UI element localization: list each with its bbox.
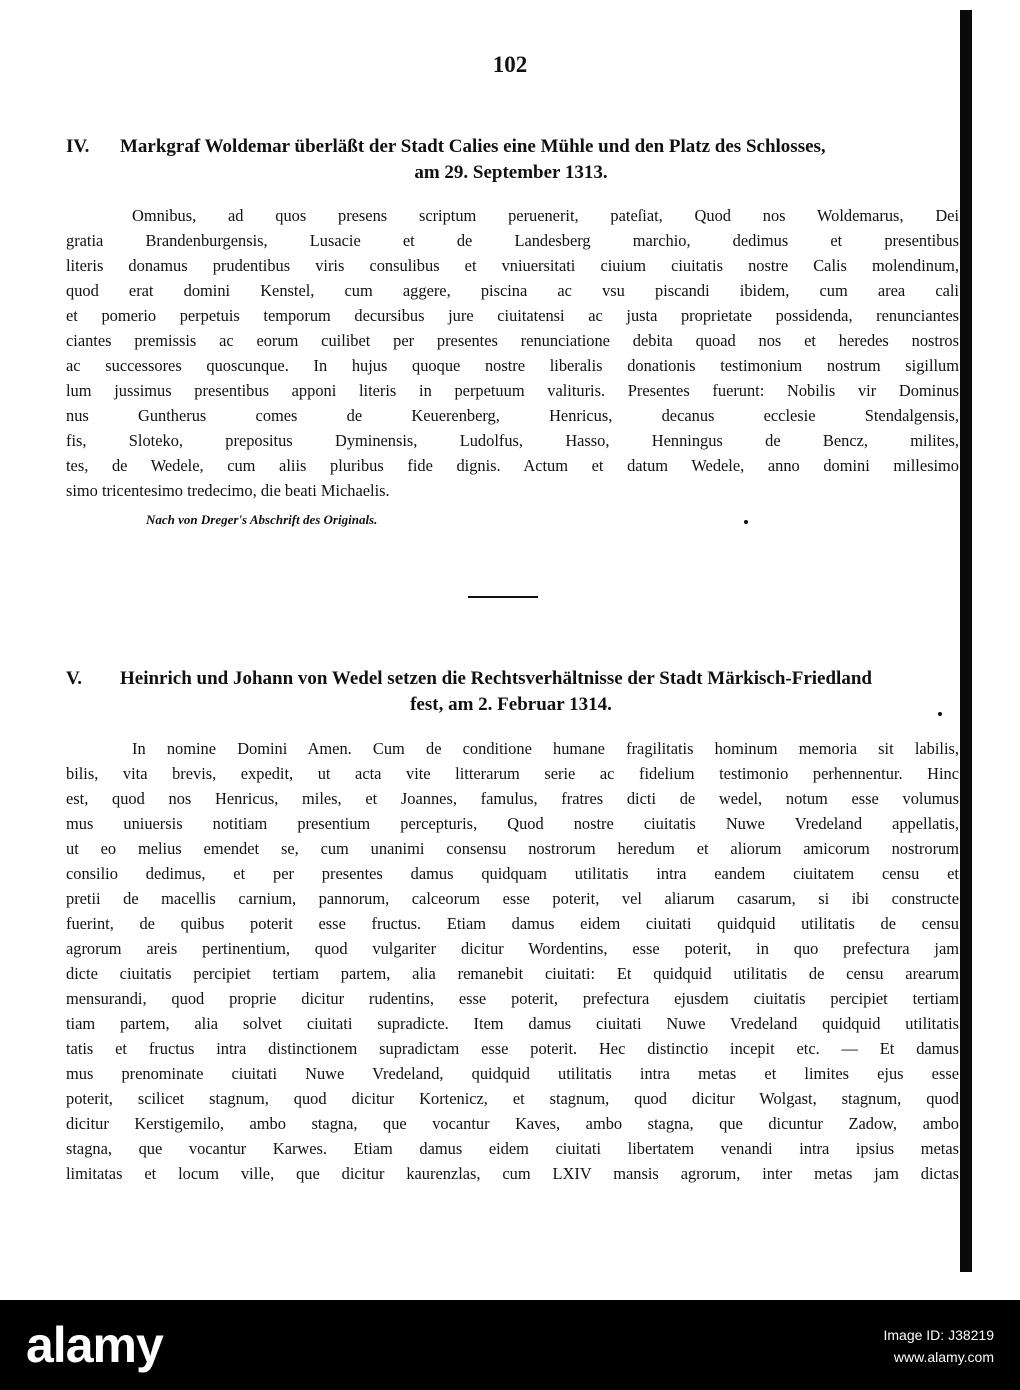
section-iv-heading (66, 134, 956, 159)
section-iv-line: quod erat domini Kenstel, cum aggere, piscina ac vsu piscandi ibidem, cum area cali (66, 281, 959, 300)
section-iv-line: gratia Brandenburgensis, Lusacie et de Landesberg marchio, dedimus et presentibus (66, 231, 959, 250)
section-iv-line: literis donamus prudentibus viris consulibus et vniuersitati ciuium ciuitatis nostre Calis molendinum, (66, 256, 959, 275)
section-iv-line: ac successores quoscunque. In hujus quoque nostre liberalis donationis testimonium nostrum sigillum (66, 356, 959, 375)
section-v-line: limitatas et locum ville, que dicitur kaurenzlas, cum LXIV mansis agrorum, inter metas jam dictas (66, 1164, 959, 1183)
section-v-line: fuerint, de quibus poterit esse fructus. Etiam damus eidem ciuitati quidquid utilitatis de censu (66, 914, 959, 933)
site-url[interactable]: www.alamy.com (893, 1349, 994, 1365)
page-edge-shadow (960, 10, 972, 1272)
print-speck (938, 712, 942, 716)
section-v-line: stagna, que vocantur Karwes. Etiam damus eidem ciuitati libertatem venandi intra ipsius metas (66, 1139, 959, 1158)
section-iv-line: Omnibus, ad quos presens scriptum peruenerit, pateſiat, Quod nos Woldemarus, Dei (132, 206, 959, 225)
section-v-line: pretii de macellis carnium, pannorum, calceorum esse poterit, vel aliarum casarum, si ibi constructe (66, 889, 959, 908)
section-iv-line: lum jussimus presentibus apponi literis in perpetuum valituris. Presentes fuerunt: Nobilis vir Dominus (66, 381, 959, 400)
section-iv-number: IV. (66, 136, 90, 157)
section-v-line: dicte ciuitatis percipiet tertiam partem, alia remanebit ciuitati: Et quidquid utilitatis de censu arearum (66, 964, 959, 983)
section-iv-line: fis, Sloteko, prepositus Dyminensis, Ludolfus, Hasso, Henningus de Bencz, milites, (66, 431, 959, 450)
print-speck (744, 520, 748, 524)
image-id-label: Image ID: J38219 (883, 1327, 994, 1343)
section-v-line: tatis et fructus intra distinctionem supradictam esse poterit. Hec distinctio incepit etc. — Et damus (66, 1039, 959, 1058)
section-iv-line: simo tricentesimo tredecimo, die beati Michaelis. (66, 481, 390, 500)
section-v-title: Heinrich und Johann von Wedel setzen die Rechtsverhältnisse der Stadt Märkisch-Friedland (120, 668, 872, 689)
section-v-line: ut eo melius emendet se, cum unanimi consensu nostrorum heredum et aliorum amicorum nostrorum (66, 839, 959, 858)
section-iv-line: et pomerio perpetuis temporum decursibus jure ciuitatensi ac justa proprietate possidenda, renunciantes (66, 306, 959, 325)
section-v-heading (66, 666, 956, 691)
section-v-line: dicitur Kerstigemilo, ambo stagna, que vocantur Kaves, ambo stagna, que dicuntur Zadow, ambo (66, 1114, 959, 1133)
section-iv-line: tes, de Wedele, cum aliis pluribus fide dignis. Actum et datum Wedele, anno domini millesimo (66, 456, 959, 475)
section-divider (468, 596, 538, 598)
section-v-line: tiam partem, alia solvet ciuitati supradicte. Item damus ciuitati Nuwe Vredeland quidquid utilitatis (66, 1014, 959, 1033)
section-v-line: mus prenominate ciuitati Nuwe Vredeland, quidquid utilitatis intra metas et limites ejus esse (66, 1064, 959, 1083)
footer-info (883, 1324, 994, 1368)
page-number: 102 (492, 52, 528, 77)
section-v-line: consilio dedimus, et per presentes damus quidquam utilitatis intra eandem ciuitatem censu et (66, 864, 959, 883)
section-v-number: V. (66, 668, 83, 689)
section-v-line: mus uniuersis notitiam presentium percepturis, Quod nostre ciuitatis Nuwe Vredeland appellatis, (66, 814, 959, 833)
section-iv-source-note: Nach von Dreger's Abschrift des Originals. (146, 512, 378, 527)
section-v-line: agrorum areis pertinentium, quod vulgariter dicitur Wordentins, esse poterit, in quo prefectura jam (66, 939, 959, 958)
section-v-line: poterit, scilicet stagnum, quod dicitur Kortenicz, et stagnum, quod dicitur Wolgast, stagnum, quod (66, 1089, 959, 1108)
section-v-line: bilis, vita brevis, expedit, ut acta vite litterarum serie ac fidelium testimonio perhennentur. Hinc (66, 764, 959, 783)
alamy-logo[interactable]: alamy (26, 1317, 163, 1373)
section-iv-line: ciantes premissis ac eorum cuilibet per presentes renunciatione debita quoad nos et heredes nostros (66, 331, 959, 350)
section-iv-line: nus Guntherus comes de Keuerenberg, Henricus, decanus ecclesie Stendalgensis, (66, 406, 959, 425)
section-iv-date: am 29. September 1313. (414, 162, 608, 183)
stock-footer-bar (0, 1300, 1020, 1390)
section-iv-title: Markgraf Woldemar überläßt der Stadt Calies eine Mühle und den Platz des Schlosses, (120, 136, 826, 157)
section-v-line: est, quod nos Henricus, miles, et Joannes, famulus, fratres dicti de wedel, notum esse volumus (66, 789, 959, 808)
section-v-date: fest, am 2. Februar 1314. (410, 694, 612, 715)
section-v-line: In nomine Domini Amen. Cum de conditione humane fragilitatis hominum memoria sit labilis, (132, 739, 959, 758)
section-v-line: mensurandi, quod proprie dicitur rudentins, esse poterit, prefectura ejusdem ciuitatis percipiet tertiam (66, 989, 959, 1008)
